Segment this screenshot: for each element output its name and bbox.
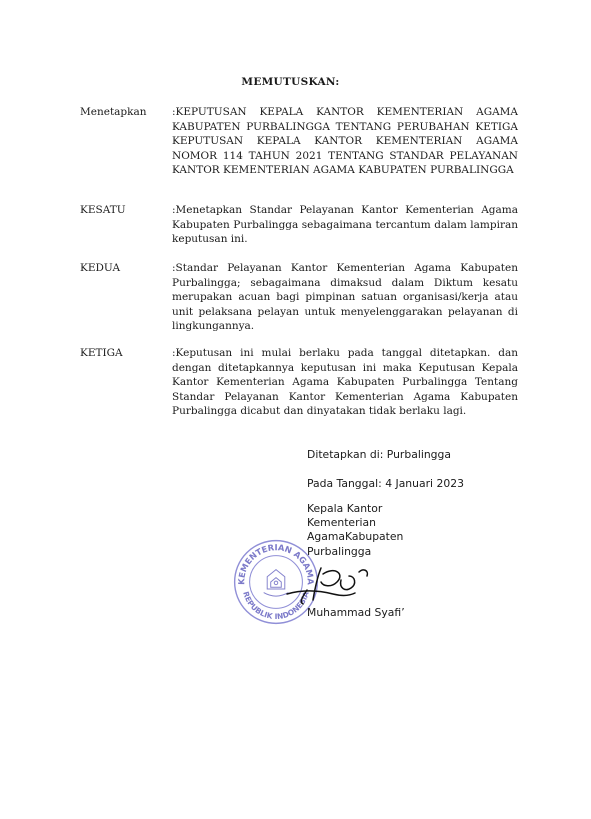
article-label: Menetapkan (80, 106, 147, 118)
decision-heading: MEMUTUSKAN: (241, 76, 340, 88)
signature-title-line: Purbalingga (307, 544, 372, 558)
signature-title (307, 502, 403, 559)
article-text: :Standar Pelayanan Kantor Kementerian Agama Kabupaten Purbalingga; sebagaimana dimaksud dalam Diktum kesatu merupakan acuan bagi pimpinan satuan organisasi/kerja atau unit pelaksana pelayan untuk menyelenggarakan pelayanan di lingkungannya. (172, 262, 518, 333)
signature-title-line: Kepala Kantor (307, 502, 383, 515)
signature-title-line: AgamaKabupaten (307, 530, 404, 544)
article-label: KEDUA (80, 262, 121, 274)
signature-place: Ditetapkan di: Purbalingga (307, 448, 452, 461)
article-label: KETIGA (80, 347, 123, 359)
signature-title-line: Kementerian (307, 516, 376, 530)
svg-text:REPUBLIK INDONESIA: REPUBLIK INDONESIA (241, 590, 311, 622)
article-label: KESATU (80, 204, 126, 216)
article-text: :Menetapkan Standar Pelayanan Kantor Kementerian Agama Kabupaten Purbalingga sebagaimana tercantum dalam lampiran keputusan ini. (172, 204, 518, 246)
article-text: :Keputusan ini mulai berlaku pada tanggal ditetapkan. dan dengan ditetapkannya keputusan ini maka Keputusan Kepala Kantor Kementerian Agama Kabupaten Purbalingga Tentang Standar Pelayanan Kantor Kementerian Agama Kabupaten Purbalingga dicabut dan dinyatakan tidak berlaku lagi. (172, 347, 518, 418)
handwritten-signature (283, 560, 378, 610)
signature-date: Pada Tanggal: 4 Januari 2023 (307, 477, 464, 490)
article-text: :KEPUTUSAN KEPALA KANTOR KEMENTERIAN AGAMA KABUPATEN PURBALINGGA TENTANG PERUBAHAN KETIGA KEPUTUSAN KEPALA KANTOR KEMENTERIAN AGAMA NOMOR 114 TAHUN 2021 TENTANG STANDAR PELAYANAN KANTOR KEMENTERIAN AGAMA KABUPATEN PURBALINGGA (172, 106, 518, 177)
svg-text:KEMENTERIAN AGAMA: KEMENTERIAN AGAMA (236, 542, 316, 585)
signatory-name: Muhammad Syafi’ (307, 606, 405, 619)
